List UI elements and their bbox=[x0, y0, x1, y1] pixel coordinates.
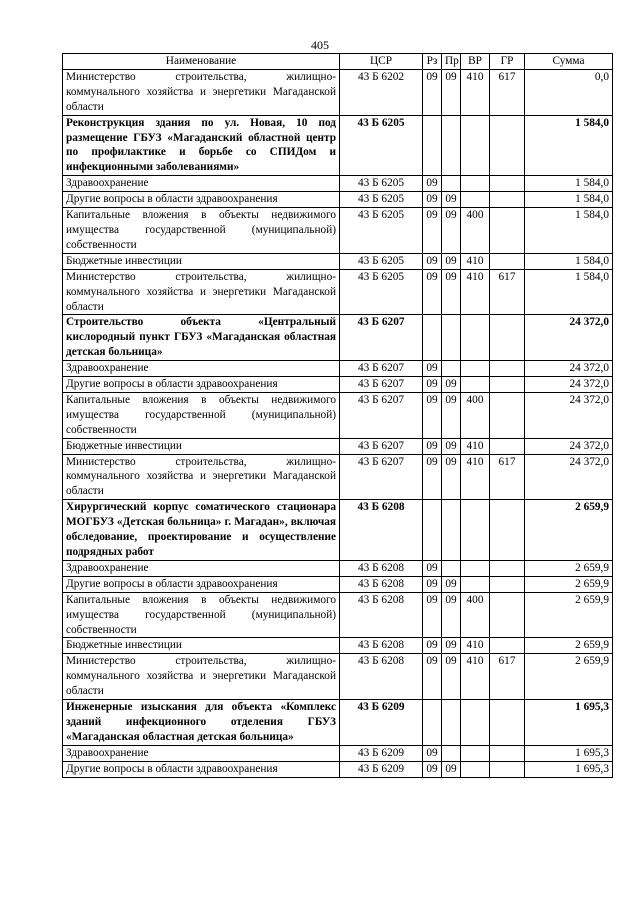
row-rz: 09 bbox=[423, 761, 442, 777]
row-vr: 410 bbox=[461, 654, 490, 700]
row-gr bbox=[490, 638, 525, 654]
table-row bbox=[63, 208, 613, 254]
row-csr: 43 Б 6208 bbox=[340, 500, 423, 561]
row-pr: 09 bbox=[442, 269, 461, 315]
row-vr bbox=[461, 576, 490, 592]
table-row bbox=[63, 269, 613, 315]
row-name: Министерство строительства, жилищно-коммунального хозяйства и энергетики Магаданской области bbox=[63, 69, 340, 115]
row-csr: 43 Б 6208 bbox=[340, 638, 423, 654]
row-name: Бюджетные инвестиции bbox=[63, 253, 340, 269]
row-pr: 09 bbox=[442, 208, 461, 254]
row-gr bbox=[490, 315, 525, 361]
row-csr: 43 Б 6207 bbox=[340, 377, 423, 393]
row-vr: 410 bbox=[461, 638, 490, 654]
row-vr bbox=[461, 315, 490, 361]
row-sum: 1 695,3 bbox=[525, 700, 613, 746]
table-row bbox=[63, 592, 613, 638]
row-sum: 24 372,0 bbox=[525, 377, 613, 393]
row-csr: 43 Б 6209 bbox=[340, 745, 423, 761]
row-csr: 43 Б 6207 bbox=[340, 361, 423, 377]
row-pr bbox=[442, 560, 461, 576]
row-pr: 09 bbox=[442, 69, 461, 115]
row-csr: 43 Б 6207 bbox=[340, 392, 423, 438]
table-row bbox=[63, 192, 613, 208]
row-csr: 43 Б 6208 bbox=[340, 654, 423, 700]
row-sum: 1 584,0 bbox=[525, 253, 613, 269]
row-pr: 09 bbox=[442, 377, 461, 393]
row-csr: 43 Б 6209 bbox=[340, 700, 423, 746]
row-rz: 09 bbox=[423, 576, 442, 592]
row-gr: 617 bbox=[490, 69, 525, 115]
row-name: Строительство объекта «Центральный кислородный пункт ГБУЗ «Магаданская областная детская больница» bbox=[63, 315, 340, 361]
row-name: Бюджетные инвестиции bbox=[63, 638, 340, 654]
row-pr: 09 bbox=[442, 761, 461, 777]
row-csr: 43 Б 6205 bbox=[340, 208, 423, 254]
table-row bbox=[63, 253, 613, 269]
row-sum: 1 584,0 bbox=[525, 269, 613, 315]
row-vr bbox=[461, 700, 490, 746]
row-rz: 09 bbox=[423, 192, 442, 208]
row-rz bbox=[423, 700, 442, 746]
row-pr: 09 bbox=[442, 253, 461, 269]
row-csr: 43 Б 6208 bbox=[340, 560, 423, 576]
row-vr bbox=[461, 761, 490, 777]
row-rz: 09 bbox=[423, 454, 442, 500]
table-row bbox=[63, 315, 613, 361]
row-gr bbox=[490, 700, 525, 746]
row-rz: 09 bbox=[423, 269, 442, 315]
row-pr: 09 bbox=[442, 192, 461, 208]
row-vr: 400 bbox=[461, 592, 490, 638]
row-sum: 2 659,9 bbox=[525, 560, 613, 576]
row-name: Бюджетные инвестиции bbox=[63, 438, 340, 454]
row-rz bbox=[423, 500, 442, 561]
row-sum: 1 695,3 bbox=[525, 761, 613, 777]
row-vr: 400 bbox=[461, 392, 490, 438]
header-pr: Пр bbox=[442, 54, 461, 70]
row-rz: 09 bbox=[423, 208, 442, 254]
row-name: Здравоохранение bbox=[63, 745, 340, 761]
row-vr bbox=[461, 115, 490, 176]
row-csr: 43 Б 6209 bbox=[340, 761, 423, 777]
row-vr bbox=[461, 192, 490, 208]
row-sum: 24 372,0 bbox=[525, 392, 613, 438]
row-pr: 09 bbox=[442, 392, 461, 438]
row-gr bbox=[490, 208, 525, 254]
row-csr: 43 Б 6207 bbox=[340, 315, 423, 361]
table-row bbox=[63, 392, 613, 438]
table-row bbox=[63, 69, 613, 115]
row-pr bbox=[442, 315, 461, 361]
row-vr bbox=[461, 377, 490, 393]
row-gr: 617 bbox=[490, 269, 525, 315]
table-row bbox=[63, 454, 613, 500]
row-rz: 09 bbox=[423, 69, 442, 115]
row-gr bbox=[490, 392, 525, 438]
table-row bbox=[63, 500, 613, 561]
row-csr: 43 Б 6207 bbox=[340, 438, 423, 454]
row-gr bbox=[490, 192, 525, 208]
header-rz: Рз bbox=[423, 54, 442, 70]
row-gr bbox=[490, 438, 525, 454]
budget-table bbox=[62, 53, 613, 778]
row-vr: 410 bbox=[461, 454, 490, 500]
row-name: Другие вопросы в области здравоохранения bbox=[63, 377, 340, 393]
row-csr: 43 Б 6208 bbox=[340, 592, 423, 638]
row-rz: 09 bbox=[423, 638, 442, 654]
row-gr bbox=[490, 560, 525, 576]
row-vr: 410 bbox=[461, 438, 490, 454]
row-name: Министерство строительства, жилищно-коммунального хозяйства и энергетики Магаданской области bbox=[63, 454, 340, 500]
row-sum: 2 659,9 bbox=[525, 500, 613, 561]
row-name: Другие вопросы в области здравоохранения bbox=[63, 576, 340, 592]
table-row bbox=[63, 761, 613, 777]
row-pr bbox=[442, 115, 461, 176]
table-row bbox=[63, 560, 613, 576]
row-rz: 09 bbox=[423, 253, 442, 269]
row-name: Капитальные вложения в объекты недвижимого имущества государственной (муниципальной) собственности bbox=[63, 392, 340, 438]
row-pr: 09 bbox=[442, 576, 461, 592]
row-vr bbox=[461, 361, 490, 377]
row-gr bbox=[490, 576, 525, 592]
row-gr bbox=[490, 745, 525, 761]
table-body bbox=[63, 69, 613, 777]
row-name: Здравоохранение bbox=[63, 560, 340, 576]
row-sum: 0,0 bbox=[525, 69, 613, 115]
row-sum: 2 659,9 bbox=[525, 576, 613, 592]
row-name: Здравоохранение bbox=[63, 361, 340, 377]
row-pr: 09 bbox=[442, 438, 461, 454]
table-row bbox=[63, 654, 613, 700]
row-sum: 1 584,0 bbox=[525, 176, 613, 192]
table-row bbox=[63, 361, 613, 377]
row-pr bbox=[442, 176, 461, 192]
row-csr: 43 Б 6205 bbox=[340, 115, 423, 176]
row-pr bbox=[442, 745, 461, 761]
row-name: Капитальные вложения в объекты недвижимого имущества государственной (муниципальной) собственности bbox=[63, 208, 340, 254]
row-vr: 410 bbox=[461, 69, 490, 115]
row-rz: 09 bbox=[423, 392, 442, 438]
table-row bbox=[63, 745, 613, 761]
row-name: Инженерные изыскания для объекта «Комплекс зданий инфекционного отделения ГБУЗ «Магаданская областная детская больница» bbox=[63, 700, 340, 746]
row-csr: 43 Б 6202 bbox=[340, 69, 423, 115]
row-name: Реконструкция здания по ул. Новая, 10 под размещение ГБУЗ «Магаданский областной центр по профилактике и борьбе со СПИДом и инфекционными заболеваниями» bbox=[63, 115, 340, 176]
table-header-row bbox=[63, 54, 613, 70]
row-sum: 24 372,0 bbox=[525, 454, 613, 500]
row-pr bbox=[442, 700, 461, 746]
row-vr bbox=[461, 745, 490, 761]
row-rz: 09 bbox=[423, 377, 442, 393]
row-gr bbox=[490, 253, 525, 269]
row-gr: 617 bbox=[490, 454, 525, 500]
row-gr bbox=[490, 592, 525, 638]
header-csr: ЦСР bbox=[340, 54, 423, 70]
row-name: Капитальные вложения в объекты недвижимого имущества государственной (муниципальной) собственности bbox=[63, 592, 340, 638]
row-rz bbox=[423, 115, 442, 176]
row-name: Министерство строительства, жилищно-коммунального хозяйства и энергетики Магаданской области bbox=[63, 654, 340, 700]
table-row bbox=[63, 700, 613, 746]
page-number: 405 bbox=[311, 38, 329, 52]
table-row bbox=[63, 115, 613, 176]
row-rz: 09 bbox=[423, 745, 442, 761]
row-pr: 09 bbox=[442, 454, 461, 500]
header-vr: ВР bbox=[461, 54, 490, 70]
row-csr: 43 Б 6205 bbox=[340, 253, 423, 269]
row-vr: 400 bbox=[461, 208, 490, 254]
row-gr bbox=[490, 115, 525, 176]
row-name: Здравоохранение bbox=[63, 176, 340, 192]
row-sum: 2 659,9 bbox=[525, 654, 613, 700]
row-vr: 410 bbox=[461, 269, 490, 315]
row-csr: 43 Б 6205 bbox=[340, 269, 423, 315]
row-gr bbox=[490, 176, 525, 192]
row-gr: 617 bbox=[490, 654, 525, 700]
row-sum: 24 372,0 bbox=[525, 315, 613, 361]
row-sum: 1 584,0 bbox=[525, 192, 613, 208]
row-csr: 43 Б 6205 bbox=[340, 192, 423, 208]
row-gr bbox=[490, 377, 525, 393]
row-sum: 24 372,0 bbox=[525, 438, 613, 454]
row-gr bbox=[490, 761, 525, 777]
row-sum: 1 695,3 bbox=[525, 745, 613, 761]
table-row bbox=[63, 438, 613, 454]
row-rz: 09 bbox=[423, 176, 442, 192]
header-gr: ГР bbox=[490, 54, 525, 70]
table-row bbox=[63, 176, 613, 192]
row-rz bbox=[423, 315, 442, 361]
row-name: Другие вопросы в области здравоохранения bbox=[63, 192, 340, 208]
row-sum: 1 584,0 bbox=[525, 115, 613, 176]
row-gr bbox=[490, 500, 525, 561]
row-pr bbox=[442, 500, 461, 561]
row-rz: 09 bbox=[423, 361, 442, 377]
row-vr bbox=[461, 176, 490, 192]
row-name: Министерство строительства, жилищно-коммунального хозяйства и энергетики Магаданской области bbox=[63, 269, 340, 315]
table-row bbox=[63, 576, 613, 592]
row-vr bbox=[461, 560, 490, 576]
row-sum: 24 372,0 bbox=[525, 361, 613, 377]
row-rz: 09 bbox=[423, 654, 442, 700]
row-sum: 2 659,9 bbox=[525, 638, 613, 654]
row-csr: 43 Б 6208 bbox=[340, 576, 423, 592]
row-pr bbox=[442, 361, 461, 377]
row-name: Другие вопросы в области здравоохранения bbox=[63, 761, 340, 777]
row-vr: 410 bbox=[461, 253, 490, 269]
header-sum: Сумма bbox=[525, 54, 613, 70]
row-sum: 1 584,0 bbox=[525, 208, 613, 254]
row-pr: 09 bbox=[442, 654, 461, 700]
row-vr bbox=[461, 500, 490, 561]
header-name: Наименование bbox=[63, 54, 340, 70]
row-rz: 09 bbox=[423, 592, 442, 638]
row-csr: 43 Б 6207 bbox=[340, 454, 423, 500]
row-name: Хирургический корпус соматического стационара МОГБУЗ «Детская больница» г. Магадан», включая обследование, проектирование и осуществление подрядных работ bbox=[63, 500, 340, 561]
row-csr: 43 Б 6205 bbox=[340, 176, 423, 192]
row-rz: 09 bbox=[423, 560, 442, 576]
row-pr: 09 bbox=[442, 638, 461, 654]
row-rz: 09 bbox=[423, 438, 442, 454]
row-sum: 2 659,9 bbox=[525, 592, 613, 638]
table-row bbox=[63, 638, 613, 654]
row-gr bbox=[490, 361, 525, 377]
row-pr: 09 bbox=[442, 592, 461, 638]
table-row bbox=[63, 377, 613, 393]
